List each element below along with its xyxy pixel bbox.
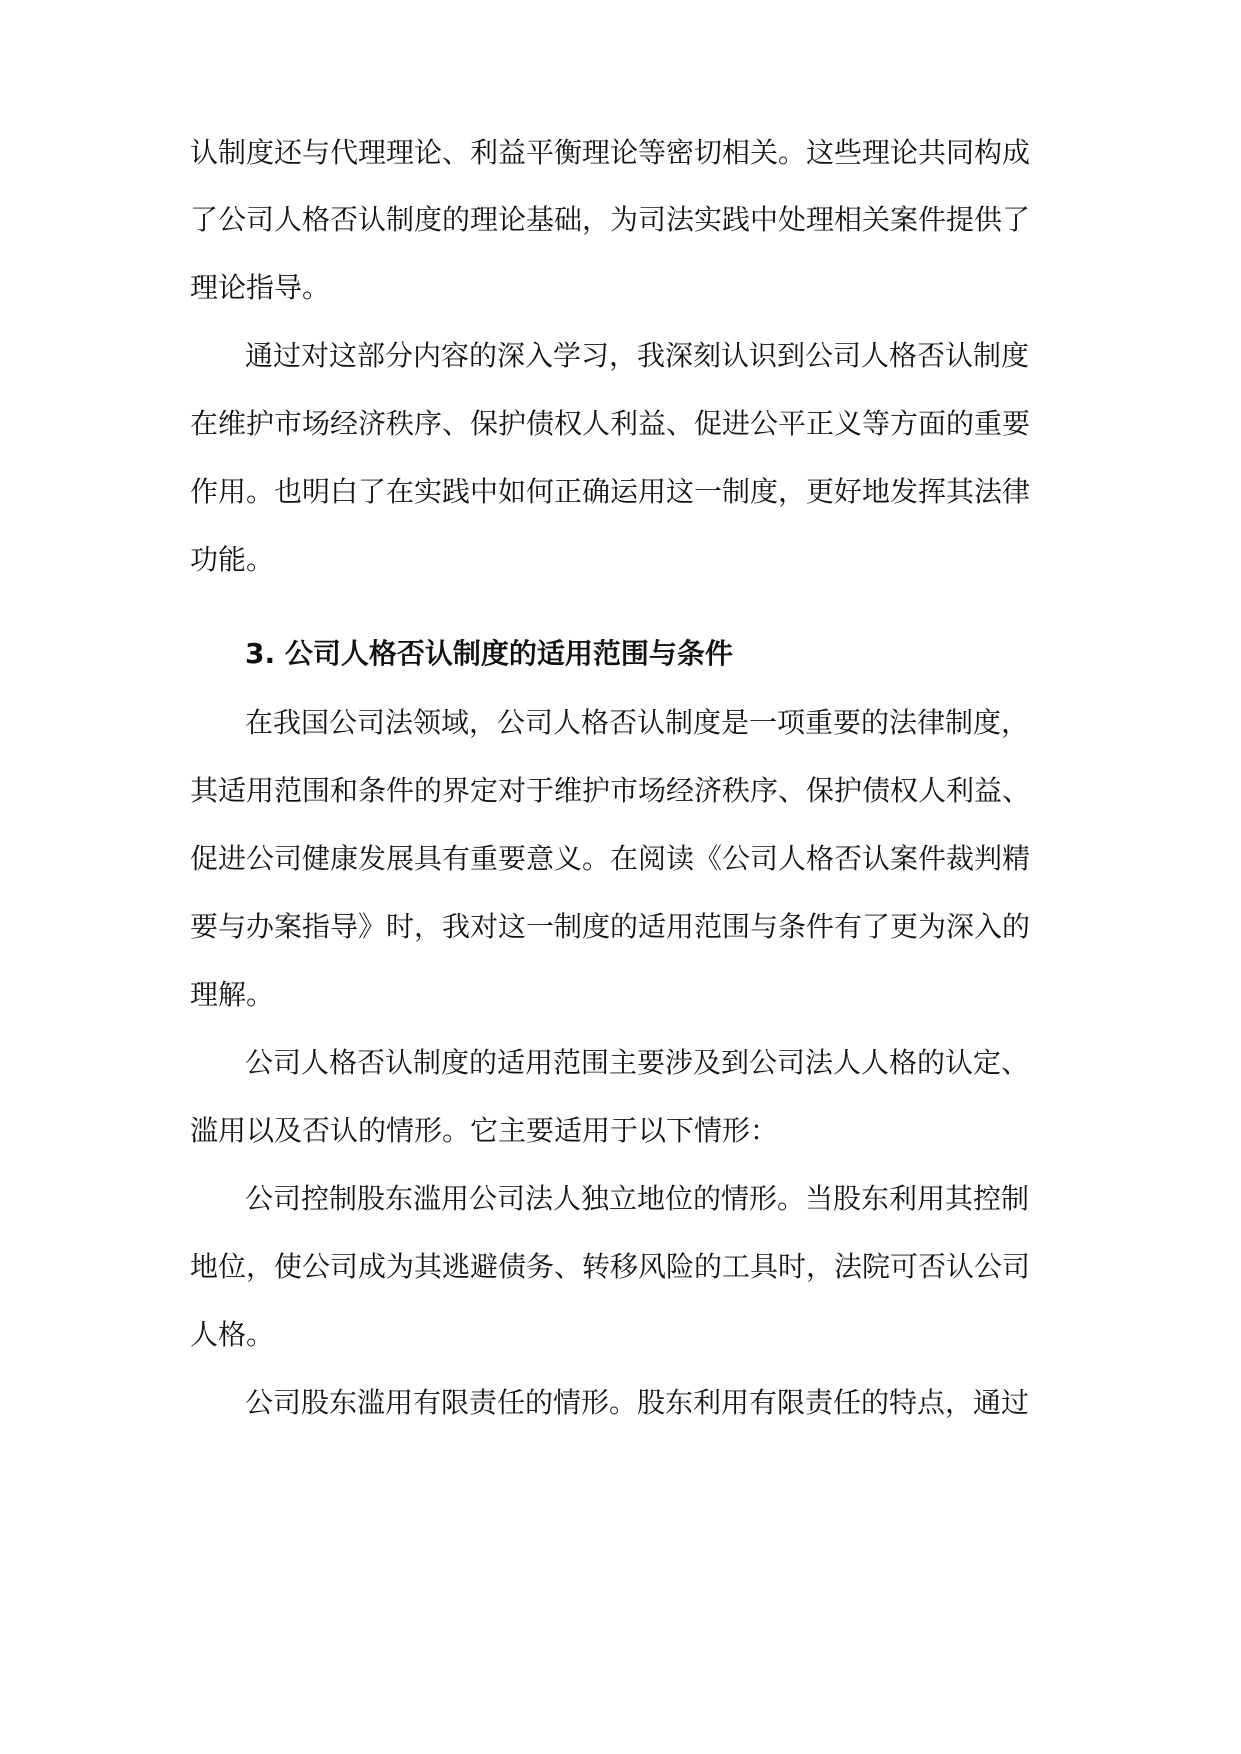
- paragraph-1-line-3: 理论指导。: [190, 271, 331, 304]
- paragraph-3-line-5: 理解。: [190, 978, 275, 1011]
- paragraph-5-line-1: 公司控制股东滥用公司法人独立地位的情形。当股东利用其控制: [245, 1182, 1030, 1215]
- paragraph-1-line-2: 了公司人格否认制度的理论基础，为司法实践中处理相关案件提供了: [190, 203, 1031, 236]
- paragraph-3-line-4: 要与办案指导》时，我对这一制度的适用范围与条件有了更为深入的: [190, 910, 1031, 943]
- paragraph-3-line-2: 其适用范围和条件的界定对于维护市场经济秩序、保护债权人利益、: [190, 774, 1031, 807]
- paragraph-5-line-2: 地位，使公司成为其逃避债务、转移风险的工具时，法院可否认公司: [190, 1250, 1031, 1283]
- paragraph-2-line-2: 在维护市场经济秩序、保护债权人利益、促进公平正义等方面的重要: [190, 407, 1031, 440]
- paragraph-2-line-1: 通过对这部分内容的深入学习，我深刻认识到公司人格否认制度: [245, 339, 1030, 372]
- paragraph-6-line-1: 公司股东滥用有限责任的情形。股东利用有限责任的特点，通过: [245, 1386, 1030, 1419]
- paragraph-4-line-1: 公司人格否认制度的适用范围主要涉及到公司法人人格的认定、: [245, 1046, 1030, 1079]
- paragraph-5-line-3: 人格。: [190, 1318, 275, 1351]
- paragraph-2-line-4: 功能。: [190, 543, 275, 576]
- section-heading: 3. 公司人格否认制度的适用范围与条件: [245, 637, 733, 670]
- paragraph-2-line-3: 作用。也明白了在实践中如何正确运用这一制度，更好地发挥其法律: [190, 475, 1031, 508]
- paragraph-3-line-1: 在我国公司法领域，公司人格否认制度是一项重要的法律制度，: [245, 706, 1030, 739]
- paragraph-3-line-3: 促进公司健康发展具有重要意义。在阅读《公司人格否认案件裁判精: [190, 842, 1031, 875]
- paragraph-4-line-2: 滥用以及否认的情形。它主要适用于以下情形：: [190, 1114, 779, 1147]
- paragraph-1-line-1: 认制度还与代理理论、利益平衡理论等密切相关。这些理论共同构成: [190, 136, 1031, 169]
